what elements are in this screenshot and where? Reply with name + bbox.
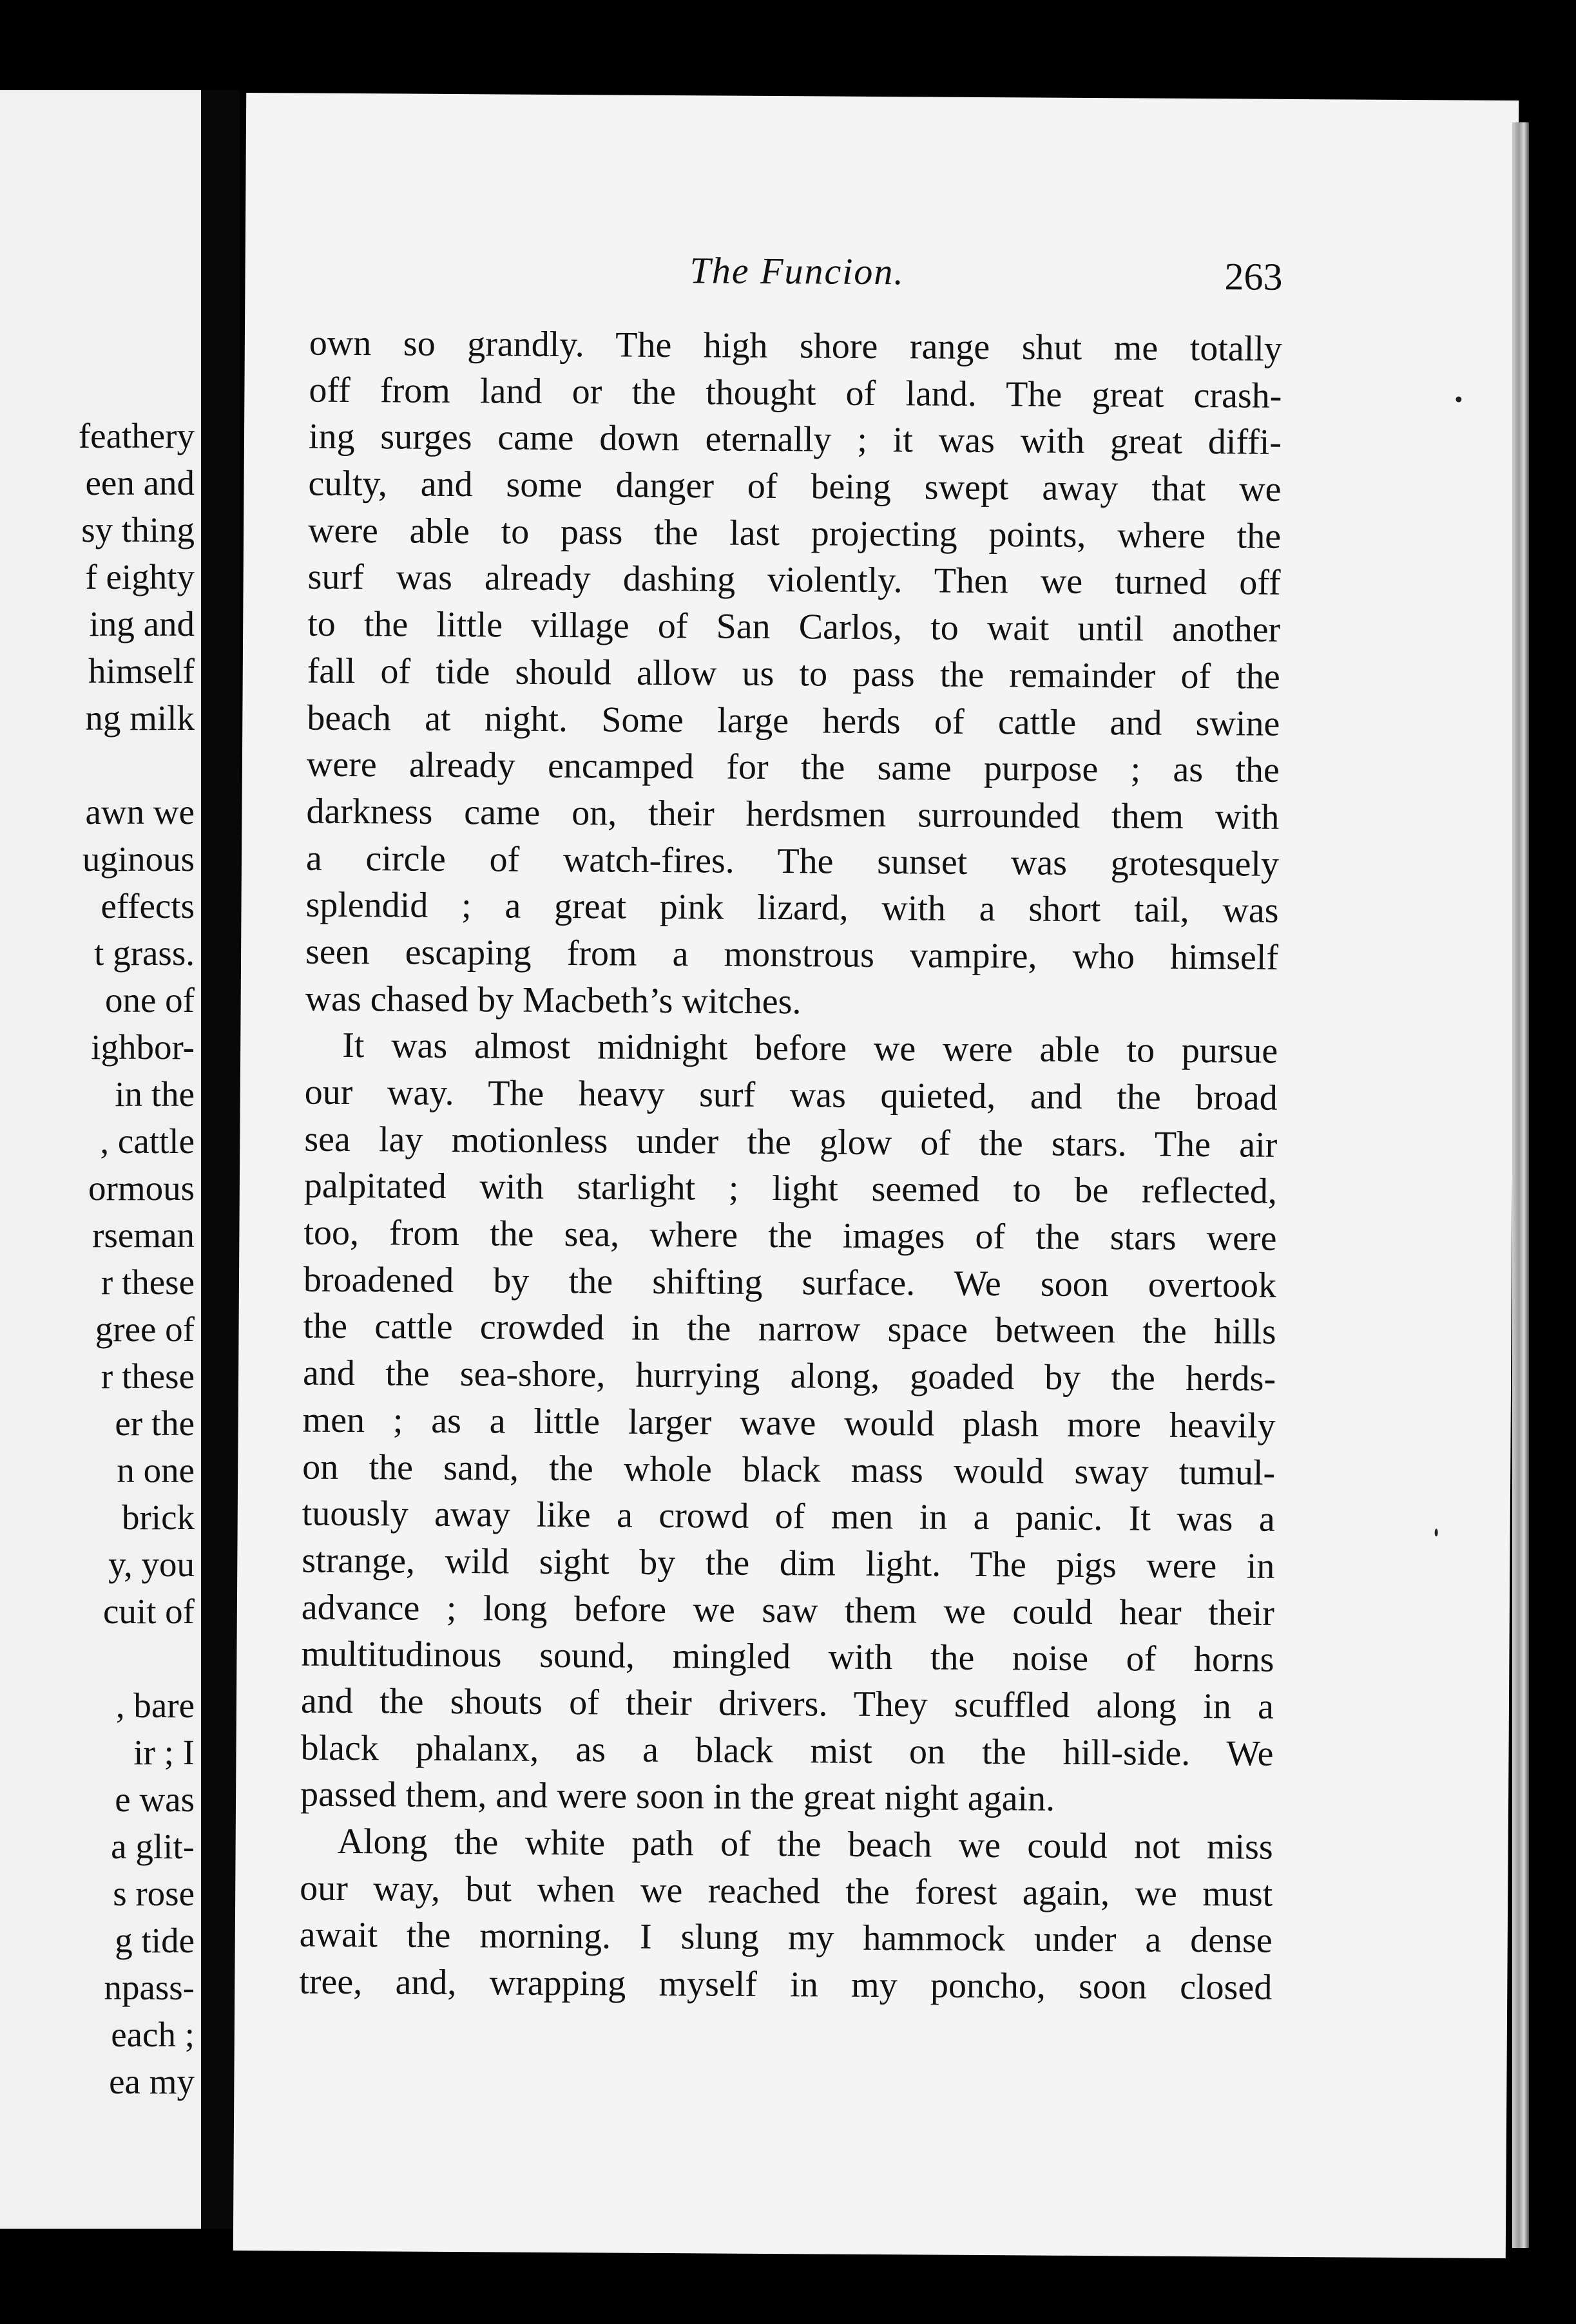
left-text-line [0, 741, 201, 788]
text-line: darkness came on, their herdsmen surrounded them with [306, 791, 1280, 837]
text-line: fall of tide should allow us to pass the remainder of the [307, 651, 1280, 697]
text-line: beach at night. Some large herds of cattle and swine [307, 698, 1280, 744]
text-line: broadened by the shifting surface. We soon overtook [303, 1259, 1277, 1306]
text-line: Along the white path of the beach we could not miss [337, 1821, 1273, 1867]
text-line: were able to pass the last projecting points, where the [307, 510, 1282, 557]
text-line: advance ; long before we saw them we could hear their [301, 1587, 1275, 1633]
text-line: to the little village of San Carlos, to wait until another [307, 604, 1281, 650]
text-line: surf was already dashing violently. Then we turned off [307, 557, 1281, 604]
left-text-line: brick [121, 1498, 195, 1537]
text-line: a circle of watch-fires. The sunset was grotesquely [305, 838, 1280, 884]
left-text-line: gree of [95, 1310, 195, 1349]
left-text-line: r these [101, 1357, 195, 1396]
text-line: the cattle crowded in the narrow space between the hills [303, 1306, 1276, 1353]
left-text-line: cuit of [102, 1592, 195, 1631]
left-text-line: ir ; I [133, 1733, 195, 1772]
text-line: palpitated with starlight ; light seemed to be reflected, [303, 1165, 1278, 1212]
page-number: 263 [1224, 255, 1283, 298]
text-line: multitudinous sound, mingled with the noise of horns [301, 1633, 1274, 1681]
left-text-line: ormous [88, 1168, 195, 1208]
text-line: tuously away like a crowd of men in a panic. It was a [302, 1493, 1275, 1539]
text-line: men ; as a little larger wave would plash more heavily [302, 1400, 1276, 1446]
text-line: were already encamped for the same purpose ; as the [306, 744, 1280, 791]
left-text-line [0, 1635, 201, 1682]
left-text-line: e was [115, 1780, 195, 1819]
left-text-line: ing and [89, 604, 195, 643]
text-line: ing surges came down eternally ; it was with great diffi- [308, 416, 1282, 463]
left-text-line: himself [88, 651, 195, 691]
text-line: tree, and, wrapping myself in my poncho, soon closed [299, 1961, 1273, 2008]
text-line: strange, wild sight by the dim light. The pigs were in [302, 1540, 1275, 1586]
text-line: seen escaping from a monstrous vampire, who himself [305, 931, 1279, 978]
left-text-line: npass- [104, 1968, 195, 2007]
text-line: too, from the sea, where the images of the stars were [303, 1212, 1277, 1259]
text-line: culty, and some danger of being swept away that we [308, 463, 1282, 510]
left-text-line: s rose [113, 1874, 195, 1913]
left-text-line: y, you [108, 1545, 195, 1584]
left-text-line: effects [101, 886, 195, 926]
left-text-line: uginous [82, 839, 195, 879]
left-text-line: sy thing [81, 510, 195, 549]
text-line: splendid ; a great pink lizard, with a short tail, was [305, 884, 1279, 931]
left-page-text [0, 412, 201, 2105]
text-line: was chased by Macbeth’s witches. [305, 978, 802, 1022]
left-text-line: each ; [111, 2015, 195, 2054]
text-line: It was almost midnight before we were able to pursue [342, 1025, 1278, 1072]
left-text-line: r these [101, 1262, 195, 1302]
left-text-line: ea my [109, 2062, 195, 2101]
text-line: our way, but when we reached the forest again, we must [300, 1868, 1273, 1914]
left-text-line: f eighty [85, 557, 195, 596]
left-text-line: in the [115, 1074, 195, 1114]
text-line: on the sand, the whole black mass would sway tumul- [302, 1447, 1276, 1493]
left-text-line: awn we [85, 792, 195, 832]
text-line: sea lay motionless under the glow of the stars. The air [304, 1119, 1278, 1165]
text-line: off from land or the thought of land. The great crash- [309, 370, 1282, 416]
text-line: and the shouts of their drivers. They scuffled along in a [300, 1681, 1274, 1727]
left-facing-page [0, 90, 201, 2229]
left-text-line: , cattle [100, 1121, 195, 1161]
page-edge [1512, 122, 1529, 2248]
left-text-line: a glit- [111, 1827, 195, 1866]
text-line: our way. The heavy surf was quieted, and the broad [304, 1072, 1278, 1118]
text-line: own so grandly. The high shore range shut me totally [309, 323, 1283, 369]
left-text-line: feathery [78, 416, 195, 455]
left-text-line: ng milk [85, 698, 195, 738]
running-head [245, 246, 1518, 312]
left-text-line: ighbor- [91, 1027, 195, 1067]
text-line: await the morning. I slung my hammock under a dense [299, 1914, 1273, 1961]
page-body-text [299, 320, 1282, 2012]
text-line: and the sea-shore, hurrying along, goaded by the herds- [302, 1353, 1276, 1399]
ink-speck [1456, 396, 1461, 402]
left-text-line: n one [117, 1451, 195, 1490]
left-text-line: een and [85, 463, 195, 502]
left-text-line: , bare [115, 1686, 195, 1725]
chapter-title: The Funcion. [689, 249, 905, 293]
left-text-line: g tide [115, 1921, 195, 1960]
ink-speck [1435, 1529, 1438, 1536]
book-page [233, 93, 1519, 2258]
left-text-line: er the [115, 1404, 195, 1443]
left-text-line: rseman [92, 1215, 195, 1255]
text-line: black phalanx, as a black mist on the hill-side. We [300, 1728, 1274, 1774]
text-line: passed them, and were soon in the great night again. [300, 1774, 1055, 1820]
left-text-line: t grass. [94, 933, 195, 973]
book-gutter [201, 90, 240, 2229]
left-text-line: one of [105, 980, 195, 1020]
